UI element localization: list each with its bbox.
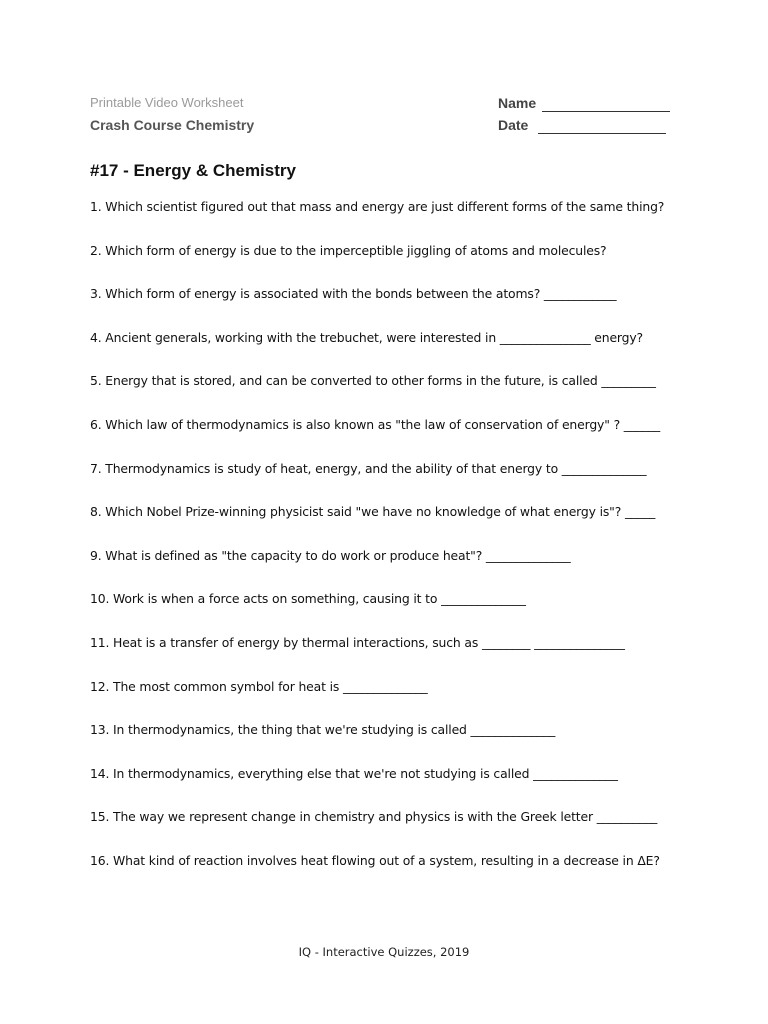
worksheet-subtitle: Printable Video Worksheet [90, 95, 244, 110]
name-blank-line[interactable] [542, 97, 670, 112]
name-field[interactable] [498, 94, 670, 112]
question-14: 14. In thermodynamics, everything else that we're not studying is called ______________ [90, 765, 618, 781]
worksheet-header-left [90, 94, 254, 134]
page-footer: IQ - Interactive Quizzes, 2019 [298, 945, 470, 959]
question-3: 3. Which form of energy is associated with the bonds between the atoms? ____________ [90, 286, 617, 302]
question-13: 13. In thermodynamics, the thing that we're studying is called ______________ [90, 722, 556, 738]
question-1: 1. Which scientist figured out that mass and energy are just different forms of the same thing? [90, 199, 665, 214]
question-list [90, 198, 690, 896]
question-10: 10. Work is when a force acts on something, causing it to ______________ [90, 591, 526, 607]
question-5: 5. Energy that is stored, and can be converted to other forms in the future, is called _________ [90, 373, 656, 389]
date-label: Date [498, 117, 529, 133]
worksheet-title: #17 - Energy & Chemistry [90, 161, 296, 180]
question-8: 8. Which Nobel Prize-winning physicist said "we have no knowledge of what energy is"? _____ [90, 504, 656, 520]
date-field[interactable] [498, 116, 670, 134]
question-9: 9. What is defined as "the capacity to do work or produce heat"? ______________ [90, 547, 571, 563]
question-15: 15. The way we represent change in chemistry and physics is with the Greek letter __________ [90, 809, 658, 825]
question-4: 4. Ancient generals, working with the trebuchet, were interested in _______________ energy? [90, 329, 643, 345]
name-label: Name [498, 95, 537, 111]
question-12: 12. The most common symbol for heat is ______________ [90, 678, 428, 694]
question-11: 11. Heat is a transfer of energy by thermal interactions, such as ________ _______________ [90, 634, 625, 650]
course-name: Crash Course Chemistry [90, 117, 255, 133]
date-blank-line[interactable] [538, 119, 666, 134]
student-info-fields [498, 94, 670, 138]
question-7: 7. Thermodynamics is study of heat, energy, and the ability of that energy to ______________ [90, 460, 647, 476]
question-2: 2. Which form of energy is due to the imperceptible jiggling of atoms and molecules? [90, 242, 607, 258]
question-16: 16. What kind of reaction involves heat flowing out of a system, resulting in a decrease in ΔE? [90, 852, 660, 868]
question-6: 6. Which law of thermodynamics is also known as "the law of conservation of energy" ? ______ [90, 416, 661, 432]
